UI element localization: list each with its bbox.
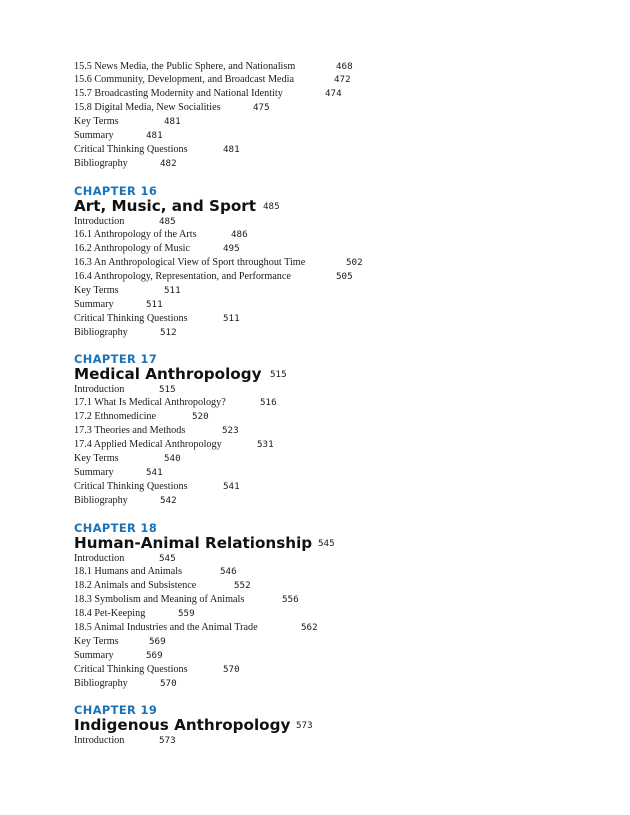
chapter-label: CHAPTER 17 [74, 351, 158, 366]
toc-entry-title: Critical Thinking Questions [74, 312, 188, 324]
chapter-title[interactable]: Indigenous Anthropology [74, 715, 291, 734]
toc-entry-title: Introduction [74, 215, 125, 227]
toc-entry[interactable] [74, 565, 494, 579]
toc-entry-title: Summary [74, 298, 114, 310]
toc-entry[interactable] [74, 466, 494, 480]
toc-entry-title: 16.4 Anthropology, Representation, and Performance [74, 271, 291, 283]
toc-entry-page: 523 [222, 425, 239, 437]
toc-entry-page: 482 [160, 157, 177, 169]
chapter-title[interactable]: Human-Animal Relationship [74, 533, 313, 552]
toc-entry-title: 17.4 Applied Medical Anthropology [74, 439, 222, 451]
toc-entry-page: 511 [146, 298, 163, 310]
toc-entry-page: 559 [178, 608, 195, 620]
toc-entry-page: 515 [159, 383, 176, 395]
toc-entry[interactable] [74, 621, 494, 635]
toc-entry[interactable] [74, 734, 494, 748]
toc-entry-page: 552 [234, 580, 251, 592]
toc-entry-page: 511 [223, 312, 240, 324]
toc-entry[interactable] [74, 228, 494, 242]
toc-entry[interactable] [74, 480, 494, 494]
toc-entry-title: Critical Thinking Questions [74, 143, 188, 155]
toc-entry-title: 18.1 Humans and Animals [74, 566, 183, 578]
toc-entry-page: 468 [336, 60, 353, 72]
toc-entry-page: 540 [164, 453, 181, 464]
toc-entry-page: 512 [160, 326, 177, 338]
toc-entry-title: Summary [74, 466, 114, 478]
chapter-label: CHAPTER 19 [74, 702, 158, 717]
toc-entry-page: 502 [346, 257, 363, 269]
toc-entry[interactable] [74, 424, 494, 438]
chapter-title[interactable]: Art, Music, and Sport [74, 196, 257, 215]
toc-entry-title: Critical Thinking Questions [74, 663, 188, 675]
toc-entry-page: 481 [164, 116, 181, 128]
toc-entry-page: 475 [253, 102, 270, 114]
toc-entry-page: 541 [146, 466, 163, 478]
chapter-label: CHAPTER 16 [74, 183, 158, 198]
toc-entry-title: 18.2 Animals and Subsistence [74, 580, 197, 592]
toc-entry-page: 516 [260, 397, 277, 409]
toc-entry-page: 573 [159, 734, 176, 746]
chapter-title[interactable]: Medical Anthropology [74, 364, 262, 383]
toc-entry-title: 18.5 Animal Industries and the Animal Trade [74, 622, 258, 633]
toc-entry-title: 17.1 What Is Medical Anthropology? [74, 397, 226, 409]
toc-entry-title: 15.5 News Media, the Public Sphere, and Nationalism [74, 60, 296, 72]
toc-entry-title: Bibliography [74, 494, 128, 506]
toc-entry[interactable] [74, 438, 494, 452]
toc-entry-page: 481 [223, 143, 240, 155]
toc-entry-title: Introduction [74, 734, 125, 746]
toc-entry[interactable] [74, 60, 494, 74]
toc-entry[interactable] [74, 579, 494, 593]
toc-entry[interactable] [74, 143, 494, 157]
toc-entry[interactable] [74, 593, 494, 607]
toc-entry[interactable] [74, 115, 494, 129]
toc-entry[interactable] [74, 552, 494, 566]
toc-entry[interactable] [74, 635, 494, 649]
toc-entry[interactable] [74, 270, 494, 284]
toc-entry-page: 570 [160, 677, 177, 689]
toc-entry-page: 511 [164, 285, 181, 296]
toc-entry-page: 562 [301, 622, 318, 633]
toc-entry[interactable] [74, 312, 494, 326]
toc-entry-page: 520 [192, 411, 209, 423]
toc-entry-page: 485 [159, 215, 176, 227]
toc-entry-title: 17.2 Ethnomedicine [74, 411, 157, 423]
toc-entry[interactable] [74, 87, 494, 101]
chapter-page: 485 [263, 200, 280, 212]
toc-entry-title: Key Terms [74, 453, 119, 464]
toc-entry-page: 541 [223, 480, 240, 492]
toc-entry[interactable] [74, 256, 494, 270]
toc-entry-title: Bibliography [74, 326, 128, 338]
toc-entry[interactable] [74, 129, 494, 143]
toc-entry-title: Bibliography [74, 677, 128, 689]
toc-entry-title: 16.3 An Anthropological View of Sport throughout Time [74, 257, 306, 269]
chapter-page: 515 [270, 368, 287, 380]
toc-entry-title: Introduction [74, 552, 125, 564]
toc-entry[interactable] [74, 663, 494, 677]
toc-entry[interactable] [74, 298, 494, 312]
toc-entry-title: 16.1 Anthropology of the Arts [74, 229, 197, 241]
toc-entry-title: 17.3 Theories and Methods [74, 425, 186, 437]
toc-entry[interactable] [74, 607, 494, 621]
toc-entry-page: 531 [257, 439, 274, 451]
toc-entry-title: Introduction [74, 383, 125, 395]
toc-entry-title: Critical Thinking Questions [74, 480, 188, 492]
toc-entry-title: Key Terms [74, 285, 119, 296]
toc-entry-title: Key Terms [74, 635, 119, 647]
toc-entry-page: 569 [149, 635, 166, 647]
toc-entry[interactable] [74, 396, 494, 410]
toc-entry-page: 569 [146, 649, 163, 661]
toc-entry-page: 481 [146, 130, 163, 141]
toc-entry-page: 570 [223, 663, 240, 675]
toc-entry-title: 15.7 Broadcasting Modernity and National Identity [74, 88, 283, 100]
toc-entry[interactable] [74, 101, 494, 115]
toc-entry-page: 546 [220, 566, 237, 578]
toc-entry[interactable] [74, 157, 494, 171]
toc-entry-title: Key Terms [74, 116, 119, 128]
toc-entry[interactable] [74, 649, 494, 663]
toc-entry-page: 474 [325, 88, 342, 100]
toc-entry[interactable] [74, 452, 494, 466]
toc-entry-title: Summary [74, 130, 114, 141]
toc-entry-page: 486 [231, 229, 248, 241]
toc-entry[interactable] [74, 242, 494, 256]
toc-entry[interactable] [74, 73, 494, 87]
toc-entry-page: 505 [336, 271, 353, 283]
toc-entry-page: 542 [160, 494, 177, 506]
toc-entry-title: 18.3 Symbolism and Meaning of Animals [74, 594, 245, 606]
toc-entry[interactable] [74, 215, 494, 229]
chapter-page: 545 [318, 537, 335, 549]
toc-entry-title: Summary [74, 649, 114, 661]
toc-entry[interactable] [74, 326, 494, 340]
toc-entry[interactable] [74, 383, 494, 397]
toc-entry-title: Bibliography [74, 157, 128, 169]
toc-entry-page: 545 [159, 552, 176, 564]
toc-entry-page: 495 [223, 243, 240, 255]
toc-entry[interactable] [74, 410, 494, 424]
toc-entry-page: 472 [334, 74, 351, 86]
toc-entry[interactable] [74, 284, 494, 298]
toc-entry-page: 556 [282, 594, 299, 606]
chapter-page: 573 [296, 719, 313, 731]
toc-entry-title: 15.6 Community, Development, and Broadcast Media [74, 74, 295, 86]
toc-entry-title: 18.4 Pet-Keeping [74, 608, 146, 620]
toc-entry-title: 16.2 Anthropology of Music [74, 243, 191, 255]
chapter-label: CHAPTER 18 [74, 520, 158, 535]
toc-entry[interactable] [74, 677, 494, 691]
toc-entry-title: 15.8 Digital Media, New Socialities [74, 102, 221, 114]
toc-entry[interactable] [74, 494, 494, 508]
